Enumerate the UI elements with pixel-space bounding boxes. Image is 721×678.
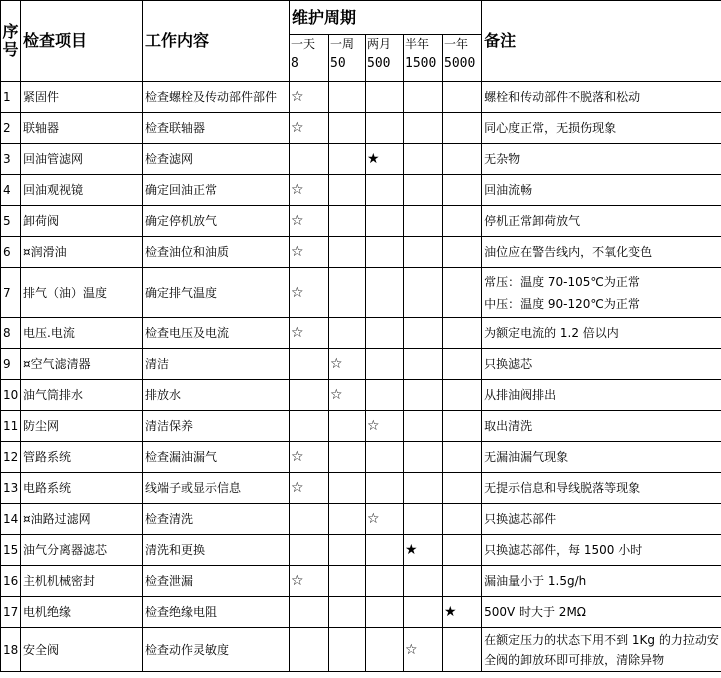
row-number: 7 <box>1 268 21 318</box>
row-number: 2 <box>1 113 21 144</box>
period-year-label: 一年 <box>444 37 469 51</box>
mark-two-months <box>366 411 404 442</box>
table-row <box>1 535 721 566</box>
mark-day <box>290 237 329 268</box>
mark-two-months <box>366 597 404 628</box>
mark-two-months <box>366 237 404 268</box>
period-half-year-label: 半年 <box>405 37 430 51</box>
note: 螺栓和传动部件不脱落和松动 <box>482 82 721 113</box>
header-work: 工作内容 <box>143 1 290 82</box>
note: 无漏油漏气现象 <box>482 442 721 473</box>
period-half-year <box>404 35 443 82</box>
row-number: 14 <box>1 504 21 535</box>
work-content: 检查联轴器 <box>143 113 290 144</box>
mark-two-months <box>366 206 404 237</box>
mark-week <box>329 473 366 504</box>
note: 为额定电流的 1.2 倍以内 <box>482 318 721 349</box>
note-line-medium-pressure: 中压：温度 90-120℃为正常 <box>484 296 640 311</box>
mark-week <box>329 268 366 318</box>
work-content: 检查螺栓及传动部件部件 <box>143 82 290 113</box>
check-item: 回油观视镜 <box>21 175 143 206</box>
mark-year <box>443 597 482 628</box>
mark-week <box>329 504 366 535</box>
check-item: 电机绝缘 <box>21 597 143 628</box>
mark-year <box>443 566 482 597</box>
table-row <box>1 237 721 268</box>
table-row <box>1 113 721 144</box>
check-item: 排气（油）温度 <box>21 268 143 318</box>
mark-half-year <box>404 380 443 411</box>
note: 只换滤芯部件 <box>482 504 721 535</box>
row-number: 18 <box>1 628 21 672</box>
check-item: 防尘网 <box>21 411 143 442</box>
work-content: 线端子或显示信息 <box>143 473 290 504</box>
note: 漏油量小于 1.5g/h <box>482 566 721 597</box>
work-content: 确定回油正常 <box>143 175 290 206</box>
mark-half-year <box>404 268 443 318</box>
table-row <box>1 175 721 206</box>
mark-week <box>329 442 366 473</box>
check-item: 回油管滤网 <box>21 144 143 175</box>
table-row <box>1 473 721 504</box>
mark-week <box>329 144 366 175</box>
row-number: 13 <box>1 473 21 504</box>
mark-half-year <box>404 82 443 113</box>
mark-half-year <box>404 144 443 175</box>
work-content: 检查动作灵敏度 <box>143 628 290 672</box>
row-number: 12 <box>1 442 21 473</box>
work-content: 清洗和更换 <box>143 535 290 566</box>
mark-two-months <box>366 175 404 206</box>
mark-year <box>443 237 482 268</box>
solid-star-icon: ★ <box>405 542 418 558</box>
mark-year <box>443 206 482 237</box>
mark-year <box>443 175 482 206</box>
mark-week <box>329 175 366 206</box>
row-number: 5 <box>1 206 21 237</box>
work-content: 清洁保养 <box>143 411 290 442</box>
mark-half-year <box>404 113 443 144</box>
period-two-months <box>366 35 404 82</box>
mark-week <box>329 411 366 442</box>
mark-week <box>329 318 366 349</box>
work-content: 检查漏油漏气 <box>143 442 290 473</box>
table-row <box>1 268 721 318</box>
mark-day <box>290 442 329 473</box>
outline-star-icon: ☆ <box>367 511 380 527</box>
row-number: 15 <box>1 535 21 566</box>
row-number: 16 <box>1 566 21 597</box>
solid-star-icon: ★ <box>367 151 380 167</box>
mark-day <box>290 473 329 504</box>
outline-star-icon: ☆ <box>405 641 418 658</box>
mark-week <box>329 597 366 628</box>
header-period: 维护周期 <box>290 1 482 35</box>
row-number: 8 <box>1 318 21 349</box>
table-row <box>1 442 721 473</box>
outline-star-icon: ☆ <box>291 284 304 301</box>
mark-day <box>290 113 329 144</box>
mark-two-months <box>366 442 404 473</box>
row-number: 17 <box>1 597 21 628</box>
table-row <box>1 628 721 672</box>
outline-star-icon: ☆ <box>291 325 304 341</box>
mark-two-months <box>366 144 404 175</box>
mark-day <box>290 597 329 628</box>
check-item: 油气筒排水 <box>21 380 143 411</box>
mark-year <box>443 473 482 504</box>
note: 只换滤芯 <box>482 349 721 380</box>
mark-year <box>443 82 482 113</box>
period-two-months-hours: 500 <box>367 56 391 71</box>
note <box>482 268 721 318</box>
mark-year <box>443 268 482 318</box>
mark-two-months <box>366 318 404 349</box>
outline-star-icon: ☆ <box>291 449 304 465</box>
mark-two-months <box>366 380 404 411</box>
row-number: 6 <box>1 237 21 268</box>
mark-day <box>290 144 329 175</box>
period-two-months-label: 两月 <box>367 37 392 51</box>
period-week <box>329 35 366 82</box>
mark-year <box>443 349 482 380</box>
note: 无杂物 <box>482 144 721 175</box>
outline-star-icon: ☆ <box>291 244 304 260</box>
table-row <box>1 566 721 597</box>
mark-day <box>290 268 329 318</box>
period-week-label: 一周 <box>330 37 355 51</box>
solid-star-icon: ★ <box>444 604 457 620</box>
period-week-hours: 50 <box>330 56 346 71</box>
note-line-normal-pressure: 常压：温度 70-105℃为正常 <box>484 274 640 289</box>
mark-day <box>290 535 329 566</box>
mark-day <box>290 504 329 535</box>
outline-star-icon: ☆ <box>291 213 304 229</box>
mark-half-year <box>404 473 443 504</box>
mark-year <box>443 535 482 566</box>
mark-two-months <box>366 268 404 318</box>
note: 在额定压力的状态下用不到 1Kg 的力拉动安全阀的卸放环即可排放，清除异物 <box>482 628 721 672</box>
mark-half-year <box>404 349 443 380</box>
mark-week <box>329 349 366 380</box>
row-number: 11 <box>1 411 21 442</box>
mark-week <box>329 237 366 268</box>
mark-year <box>443 628 482 672</box>
note: 同心度正常，无损伤现象 <box>482 113 721 144</box>
mark-two-months <box>366 82 404 113</box>
table-row <box>1 82 721 113</box>
work-content: 清洁 <box>143 349 290 380</box>
work-content: 确定排气温度 <box>143 268 290 318</box>
check-item: ¤空气滤清器 <box>21 349 143 380</box>
row-number: 10 <box>1 380 21 411</box>
mark-half-year <box>404 566 443 597</box>
check-item: 电压.电流 <box>21 318 143 349</box>
mark-half-year <box>404 597 443 628</box>
mark-day <box>290 566 329 597</box>
mark-week <box>329 566 366 597</box>
mark-two-months <box>366 349 404 380</box>
mark-week <box>329 535 366 566</box>
mark-half-year <box>404 442 443 473</box>
row-number: 4 <box>1 175 21 206</box>
table-row <box>1 349 721 380</box>
mark-week <box>329 206 366 237</box>
table-row <box>1 206 721 237</box>
mark-two-months <box>366 113 404 144</box>
row-number: 1 <box>1 82 21 113</box>
mark-day <box>290 411 329 442</box>
table-row <box>1 380 721 411</box>
work-content: 检查油位和油质 <box>143 237 290 268</box>
mark-two-months <box>366 535 404 566</box>
note: 500V 时大于 2MΩ <box>482 597 721 628</box>
mark-year <box>443 113 482 144</box>
work-content: 检查滤网 <box>143 144 290 175</box>
outline-star-icon: ☆ <box>291 480 304 496</box>
mark-two-months <box>366 473 404 504</box>
check-item: 管路系统 <box>21 442 143 473</box>
header-note: 备注 <box>482 1 721 82</box>
outline-star-icon: ☆ <box>367 418 380 434</box>
outline-star-icon: ☆ <box>291 89 304 105</box>
mark-half-year <box>404 318 443 349</box>
mark-week <box>329 82 366 113</box>
mark-year <box>443 442 482 473</box>
check-item: ¤润滑油 <box>21 237 143 268</box>
work-content: 检查电压及电流 <box>143 318 290 349</box>
work-content: 确定停机放气 <box>143 206 290 237</box>
outline-star-icon: ☆ <box>330 356 343 372</box>
mark-day <box>290 349 329 380</box>
mark-day <box>290 175 329 206</box>
check-item: 卸荷阀 <box>21 206 143 237</box>
outline-star-icon: ☆ <box>330 387 343 403</box>
mark-half-year <box>404 175 443 206</box>
mark-half-year <box>404 535 443 566</box>
header-item: 检查项目 <box>21 1 143 82</box>
mark-week <box>329 113 366 144</box>
mark-day <box>290 206 329 237</box>
check-item: 油气分离器滤芯 <box>21 535 143 566</box>
period-year-hours: 5000 <box>444 56 476 71</box>
mark-week <box>329 628 366 672</box>
check-item: 紧固件 <box>21 82 143 113</box>
outline-star-icon: ☆ <box>291 182 304 198</box>
check-item: 安全阀 <box>21 628 143 672</box>
check-item: 主机机械密封 <box>21 566 143 597</box>
row-number: 9 <box>1 349 21 380</box>
mark-week <box>329 380 366 411</box>
note: 只换滤芯部件，每 1500 小时 <box>482 535 721 566</box>
period-half-year-hours: 1500 <box>405 56 437 71</box>
note: 油位应在警告线内，不氧化变色 <box>482 237 721 268</box>
check-item: 电路系统 <box>21 473 143 504</box>
table-row <box>1 144 721 175</box>
outline-star-icon: ☆ <box>291 573 304 589</box>
header-seq: 序号 <box>1 1 21 82</box>
note: 回油流畅 <box>482 175 721 206</box>
mark-half-year <box>404 237 443 268</box>
row-number: 3 <box>1 144 21 175</box>
check-item: ¤油路过滤网 <box>21 504 143 535</box>
work-content: 检查泄漏 <box>143 566 290 597</box>
work-content: 检查绝缘电阻 <box>143 597 290 628</box>
note: 取出清洗 <box>482 411 721 442</box>
mark-year <box>443 144 482 175</box>
table-row <box>1 504 721 535</box>
mark-day <box>290 628 329 672</box>
table-row <box>1 411 721 442</box>
check-item: 联轴器 <box>21 113 143 144</box>
period-day <box>290 35 329 82</box>
mark-year <box>443 318 482 349</box>
mark-year <box>443 411 482 442</box>
header-row-top <box>1 1 721 35</box>
table-row <box>1 318 721 349</box>
mark-day <box>290 380 329 411</box>
mark-year <box>443 380 482 411</box>
mark-year <box>443 504 482 535</box>
note: 从排油阀排出 <box>482 380 721 411</box>
mark-two-months <box>366 504 404 535</box>
note: 停机正常卸荷放气 <box>482 206 721 237</box>
mark-day <box>290 318 329 349</box>
mark-two-months <box>366 566 404 597</box>
mark-day <box>290 82 329 113</box>
mark-half-year <box>404 628 443 672</box>
period-day-hours: 8 <box>291 56 299 71</box>
mark-half-year <box>404 504 443 535</box>
table-row <box>1 597 721 628</box>
mark-half-year <box>404 411 443 442</box>
period-day-label: 一天 <box>291 37 316 51</box>
work-content: 排放水 <box>143 380 290 411</box>
mark-two-months <box>366 628 404 672</box>
period-year <box>443 35 482 82</box>
work-content: 检查清洗 <box>143 504 290 535</box>
mark-half-year <box>404 206 443 237</box>
outline-star-icon: ☆ <box>291 120 304 136</box>
note: 无提示信息和导线脱落等现象 <box>482 473 721 504</box>
